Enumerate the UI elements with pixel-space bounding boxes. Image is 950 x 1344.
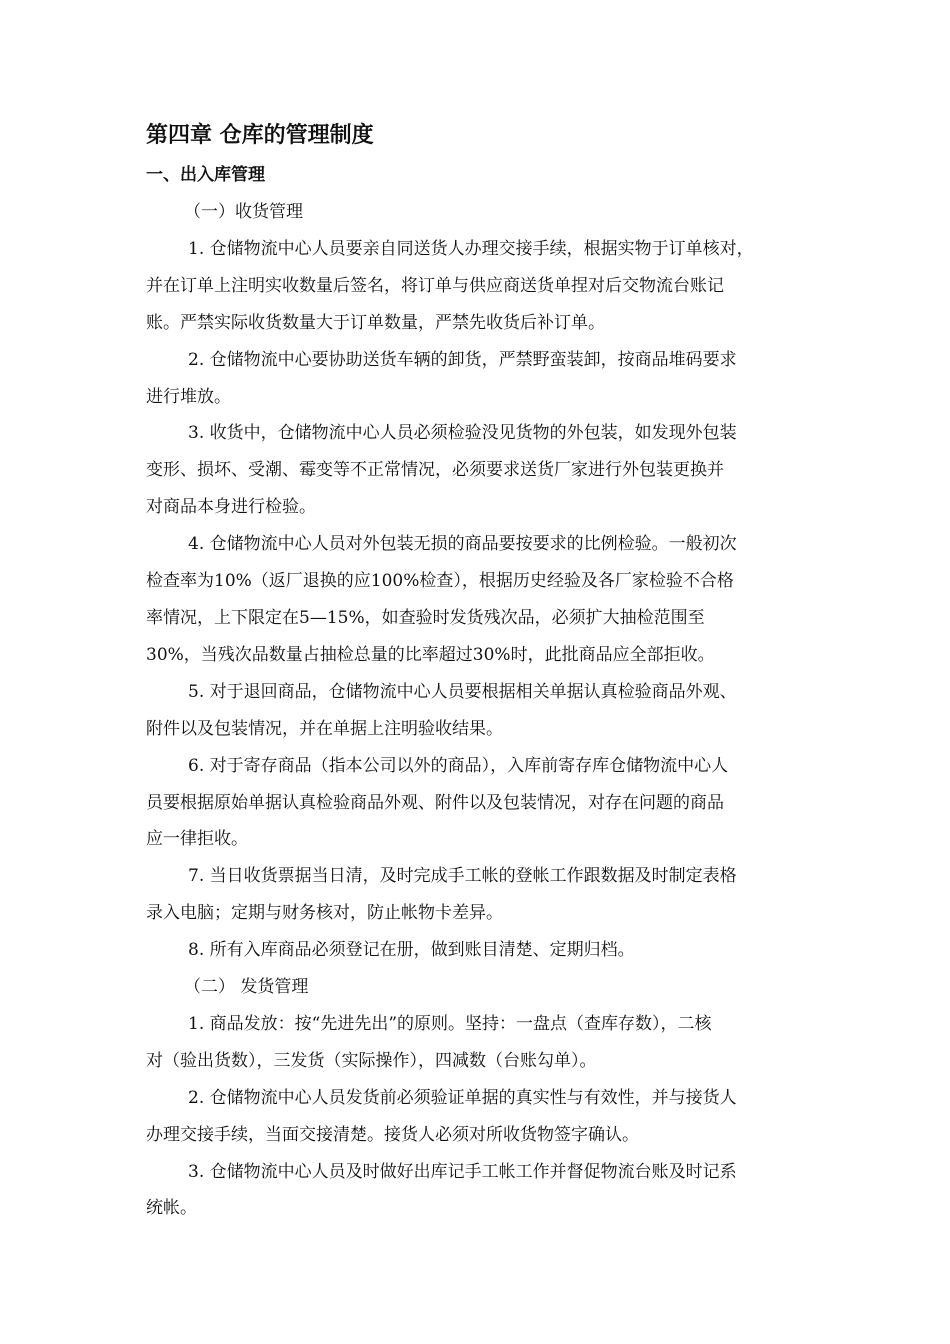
paragraph-line: 3. 收货中，仓储物流中心人员必须检验没见货物的外包装，如发现外包装 xyxy=(188,423,737,444)
paragraph-line: 5. 对于退回商品，仓储物流中心人员要根据相关单据认真检验商品外观、 xyxy=(188,681,737,702)
paragraph-line: 应一律拒收。 xyxy=(146,829,248,850)
paragraph-line: 6. 对于寄存商品（指本公司以外的商品），入库前寄存库仓储物流中心人 xyxy=(188,755,729,776)
paragraph-line: 率情况，上下限定在5—15%，如查验时发货残次品，必须扩大抽检范围至 xyxy=(146,607,705,628)
paragraph-line: 员要根据原始单据认真检验商品外观、附件以及包装情况，对存在问题的商品 xyxy=(146,792,724,813)
paragraph-line: 3. 仓储物流中心人员及时做好出库记手工帐工作并督促物流台账及时记系 xyxy=(188,1161,737,1182)
paragraph-line: 录入电脑；定期与财务核对，防止帐物卡差异。 xyxy=(146,903,503,924)
paragraph-line: 2. 仓储物流中心人员发货前必须验证单据的真实性与有效性，并与接货人 xyxy=(188,1087,737,1108)
paragraph-line: 附件以及包装情况，并在单据上注明验收结果。 xyxy=(146,718,503,739)
paragraph-line: 检查率为10%（返厂退换的应100%检查），根据历史经验及各厂家检验不合格 xyxy=(146,571,734,592)
paragraph-line: 对商品本身进行检验。 xyxy=(146,497,316,518)
chapter-title: 第四章 仓库的管理制度 xyxy=(146,123,374,148)
paragraph-line: 统帐。 xyxy=(146,1198,197,1219)
subsection-heading-shipping: （二） 发货管理 xyxy=(184,977,309,998)
paragraph-line: 1. 仓储物流中心人员要亲自同送货人办理交接手续，根据实物于订单核对， xyxy=(188,238,754,259)
paragraph-line: 并在订单上注明实收数量后签名，将订单与供应商送货单捏对后交物流台账记 xyxy=(146,275,724,296)
paragraph-line: 1. 商品发放：按“先进先出”的原则。坚持：一盘点（查库存数），二核 xyxy=(188,1013,712,1034)
subsection-heading-receiving: （一）收货管理 xyxy=(184,202,303,222)
document-body xyxy=(146,194,826,1227)
paragraph-line: 变形、损坏、受潮、霉变等不正常情况，必须要求送货厂家进行外包装更换并 xyxy=(146,460,724,481)
paragraph-line: 账。严禁实际收货数量大于订单数量，严禁先收货后补订单。 xyxy=(146,312,605,333)
paragraph-line: 4. 仓储物流中心人员对外包装无损的商品要按要求的比例检验。一般初次 xyxy=(188,534,737,555)
paragraph-line: 进行堆放。 xyxy=(146,386,231,407)
paragraph-line: 对（验出货数），三发货（实际操作），四减数（台账勾单）。 xyxy=(146,1050,597,1071)
paragraph-line: 7. 当日收货票据当日清，及时完成手工帐的登帐工作跟数据及时制定表格 xyxy=(188,866,737,887)
paragraph-line: 2. 仓储物流中心要协助送货车辆的卸货，严禁野蛮装卸，按商品堆码要求 xyxy=(188,349,737,370)
paragraph-line: 8. 所有入库商品必须登记在册，做到账目清楚、定期归档。 xyxy=(188,940,635,961)
paragraph-line: 办理交接手续，当面交接清楚。接货人必须对所收货物签字确认。 xyxy=(146,1124,639,1145)
paragraph-line: 30%，当残次品数量占抽检总量的比率超过30%时，此批商品应全部拒收。 xyxy=(146,644,715,665)
section-title: 一、出入库管理 xyxy=(146,165,265,185)
